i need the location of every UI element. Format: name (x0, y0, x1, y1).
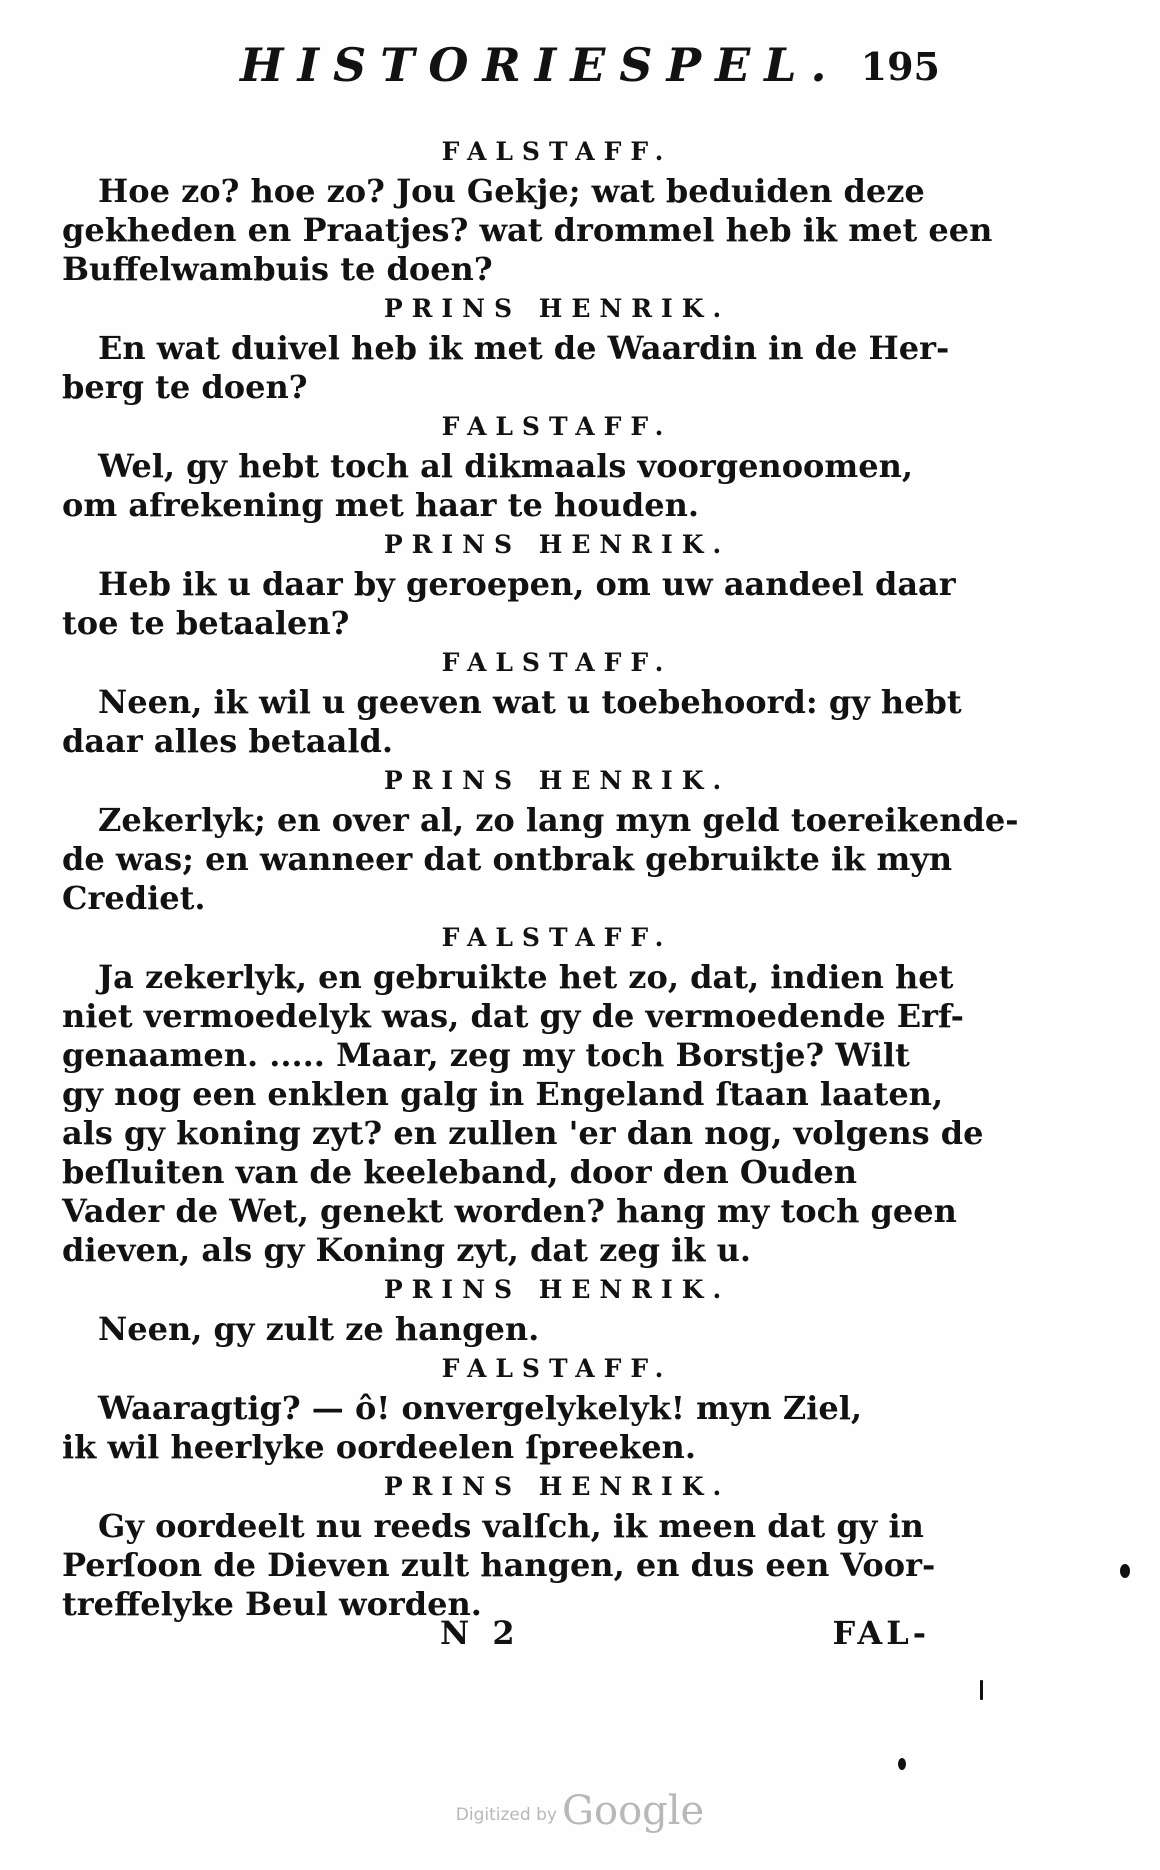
speech-line: dieven, als gy Koning zyt, dat zeg ik u. (62, 1231, 751, 1269)
speech-line: Hoe zo? hoe zo? Jou Gekje; wat beduiden deze (98, 172, 925, 210)
speech-line: Wel, gy hebt toch al dikmaals voorgenoomen, (98, 447, 913, 485)
running-head (240, 38, 940, 98)
ink-speck (980, 1680, 983, 1700)
speaker-heading: FALSTAFF. (441, 648, 673, 677)
speaker-heading: PRINS HENRIK. (383, 1472, 731, 1501)
speech-line: Crediet. (62, 879, 206, 917)
speech-line: gy nog een enklen galg in Engeland ſtaan laaten, (62, 1075, 944, 1113)
speech-line: daar alles betaald. (62, 722, 394, 760)
speech-paragraph (62, 565, 956, 643)
speaker-heading: FALSTAFF. (441, 923, 673, 952)
speech-paragraph (62, 172, 993, 289)
speech-paragraph (62, 958, 984, 1270)
speech-paragraph (62, 1310, 932, 1349)
ink-speck (1120, 1564, 1130, 1578)
speech-paragraph (62, 801, 1019, 918)
speech-paragraph (62, 329, 950, 407)
speech-line: genaamen. ..... Maar, zeg my toch Borstje? Wilt (62, 1036, 910, 1074)
speech-line: treffelyke Beul worden. (62, 1585, 482, 1623)
running-title: HISTORIESPEL. (240, 38, 841, 92)
speech-paragraph (62, 1389, 932, 1467)
speaker-heading: FALSTAFF. (441, 412, 673, 441)
speech-line: Neen, ik wil u geeven wat u toebehoord: gy hebt (98, 683, 962, 721)
speech-line: gekheden en Praatjes? wat drommel heb ik met een (62, 211, 993, 249)
speech-line: ik wil heerlyke oordeelen ſpreeken. (62, 1428, 696, 1466)
speaker-heading: PRINS HENRIK. (383, 294, 731, 323)
ink-speck (898, 1758, 906, 1770)
watermark-prefix: Digitized by (455, 1805, 557, 1825)
speaker-heading: FALSTAFF. (441, 1354, 673, 1383)
speech-line: Waaragtig? — ô! onvergelykelyk! myn Ziel, (98, 1389, 863, 1427)
google-logo: Google (562, 1788, 705, 1834)
speech-line: Perſoon de Dieven zult hangen, en dus een Voor- (62, 1546, 936, 1584)
speech-line: Heb ik u daar by geroepen, om uw aandeel daar (98, 565, 956, 603)
speech-line: als gy koning zyt? en zullen 'er dan nog, volgens de (62, 1114, 984, 1152)
speech-line: berg te doen? (62, 368, 308, 406)
speech-line: En wat duivel heb ik met de Waardin in de Her- (98, 329, 950, 367)
speech-line: Zekerlyk; en over al, zo lang myn geld toereikende- (98, 801, 1019, 839)
speech-line: Buffelwambuis te doen? (62, 250, 493, 288)
catchline (440, 1614, 930, 1654)
speech-line: Neen, gy zult ze hangen. (98, 1310, 540, 1348)
speech-line: niet vermoedelyk was, dat gy de vermoedende Erf- (62, 997, 964, 1035)
catchword: FAL- (832, 1614, 930, 1652)
page-number: 195 (860, 44, 940, 89)
speech-line: Gy oordeelt nu reeds valſch, ik meen dat gy in (98, 1507, 924, 1545)
speaker-heading: PRINS HENRIK. (383, 530, 731, 559)
speech-paragraph (62, 1507, 936, 1624)
speech-line: toe te betaalen? (62, 604, 350, 642)
google-watermark (0, 1788, 1160, 1834)
speaker-heading: PRINS HENRIK. (383, 766, 731, 795)
speech-line: Vader de Wet, genekt worden? hang my toch geen (62, 1192, 957, 1230)
speaker-heading: FALSTAFF. (441, 137, 673, 166)
speech-paragraph (62, 447, 932, 525)
dialogue-text (62, 132, 1019, 1624)
speaker-heading: PRINS HENRIK. (383, 1275, 731, 1304)
speech-line: Ja zekerlyk, en gebruikte het zo, dat, indien het (98, 958, 954, 996)
speech-line: de was; en wanneer dat ontbrak gebruikte ik myn (62, 840, 953, 878)
signature-mark: N 2 (440, 1614, 521, 1652)
speech-line: beſluiten van de keeleband, door den Ouden (62, 1153, 858, 1191)
speech-paragraph (62, 683, 962, 761)
speech-line: om afrekening met haar te houden. (62, 486, 699, 524)
